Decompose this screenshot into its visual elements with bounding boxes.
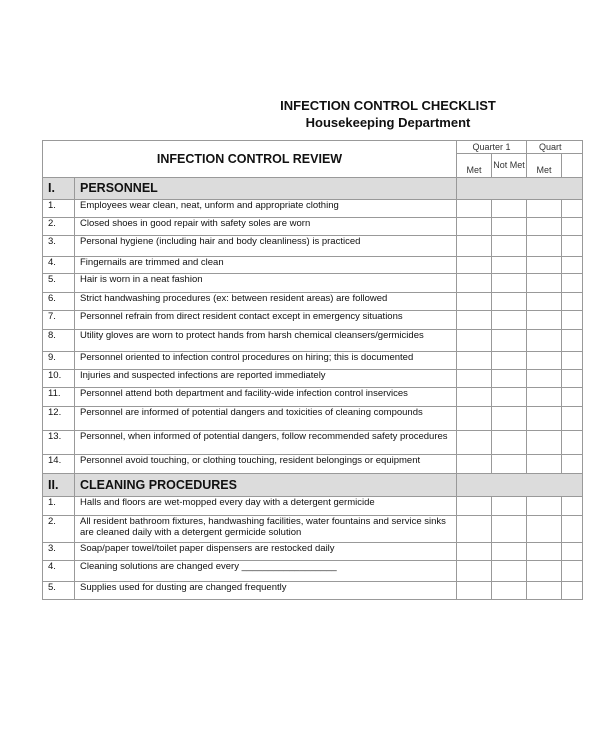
item-description: Personnel are informed of potential dangers and toxicities of cleaning compounds bbox=[75, 407, 457, 431]
q2-not-met-checkbox-cell[interactable] bbox=[562, 330, 583, 352]
checklist-table bbox=[42, 140, 583, 600]
q2-met-checkbox-cell[interactable] bbox=[527, 200, 562, 218]
q2-not-met-checkbox-cell[interactable] bbox=[562, 257, 583, 274]
checklist-row bbox=[43, 516, 583, 543]
item-description: Strict handwashing procedures (ex: between resident areas) are followed bbox=[75, 293, 457, 311]
q1-not-met-checkbox-cell[interactable] bbox=[492, 200, 527, 218]
item-description: Personnel oriented to infection control procedures on hiring; this is documented bbox=[75, 352, 457, 370]
q1-not-met-checkbox-cell[interactable] bbox=[492, 330, 527, 352]
document-heading bbox=[270, 97, 506, 131]
q1-met-checkbox-cell[interactable] bbox=[457, 311, 492, 330]
q2-met-checkbox-cell[interactable] bbox=[527, 257, 562, 274]
q1-not-met-checkbox-cell[interactable] bbox=[492, 431, 527, 455]
q2-met-checkbox-cell[interactable] bbox=[527, 330, 562, 352]
q1-not-met-checkbox-cell[interactable] bbox=[492, 257, 527, 274]
checklist-row bbox=[43, 407, 583, 431]
quarter-2-header: Quart bbox=[527, 141, 583, 154]
item-number: 13. bbox=[43, 431, 75, 455]
q2-met-checkbox-cell[interactable] bbox=[527, 218, 562, 236]
q1-not-met-checkbox-cell[interactable] bbox=[492, 388, 527, 407]
checklist-row bbox=[43, 455, 583, 474]
not-met-header: Not Met bbox=[492, 154, 527, 178]
item-description: Employees wear clean, neat, unform and appropriate clothing bbox=[75, 200, 457, 218]
item-description: Cleaning solutions are changed every __________________ bbox=[75, 561, 457, 582]
q1-not-met-checkbox-cell[interactable] bbox=[492, 370, 527, 388]
checklist-row bbox=[43, 370, 583, 388]
q2-met-checkbox-cell[interactable] bbox=[527, 352, 562, 370]
q2-not-met-checkbox-cell[interactable] bbox=[562, 582, 583, 600]
q2-not-met-checkbox-cell[interactable] bbox=[562, 236, 583, 257]
item-description: Fingernails are trimmed and clean bbox=[75, 257, 457, 274]
checklist-row bbox=[43, 200, 583, 218]
item-description: Halls and floors are wet-mopped every day with a detergent germicide bbox=[75, 497, 457, 516]
item-description: Personnel, when informed of potential dangers, follow recommended safety procedures bbox=[75, 431, 457, 455]
q1-met-checkbox-cell[interactable] bbox=[457, 274, 492, 293]
q1-met-checkbox-cell[interactable] bbox=[457, 293, 492, 311]
q1-not-met-checkbox-cell[interactable] bbox=[492, 236, 527, 257]
checklist-row bbox=[43, 388, 583, 407]
q1-not-met-checkbox-cell[interactable] bbox=[492, 274, 527, 293]
q2-not-met-checkbox-cell[interactable] bbox=[562, 561, 583, 582]
item-number: 5. bbox=[43, 274, 75, 293]
item-number: 4. bbox=[43, 561, 75, 582]
q2-not-met-checkbox-cell[interactable] bbox=[562, 200, 583, 218]
item-number: 5. bbox=[43, 582, 75, 600]
q2-met-checkbox-cell[interactable] bbox=[527, 561, 562, 582]
q2-not-met-checkbox-cell[interactable] bbox=[562, 311, 583, 330]
q2-met-checkbox-cell[interactable] bbox=[527, 388, 562, 407]
item-description: All resident bathroom fixtures, handwashing facilities, water fountains and service sinks are cleaned daily with a detergent germicide solution bbox=[75, 516, 457, 543]
item-description: Utility gloves are worn to protect hands from harsh chemical cleansers/germicides bbox=[75, 330, 457, 352]
item-number: 11. bbox=[43, 388, 75, 407]
q2-met-checkbox-cell[interactable] bbox=[527, 311, 562, 330]
q2-met-checkbox-cell[interactable] bbox=[527, 431, 562, 455]
q2-met-checkbox-cell[interactable] bbox=[527, 407, 562, 431]
q1-not-met-checkbox-cell[interactable] bbox=[492, 218, 527, 236]
q2-met-checkbox-cell[interactable] bbox=[527, 497, 562, 516]
met-header: Met bbox=[457, 154, 492, 178]
q2-met-checkbox-cell[interactable] bbox=[527, 516, 562, 543]
item-number: 4. bbox=[43, 257, 75, 274]
item-number: 3. bbox=[43, 236, 75, 257]
checklist-row bbox=[43, 497, 583, 516]
q1-met-checkbox-cell[interactable] bbox=[457, 218, 492, 236]
q2-not-met-checkbox-cell[interactable] bbox=[562, 388, 583, 407]
item-number: 12. bbox=[43, 407, 75, 431]
q2-not-met-checkbox-cell[interactable] bbox=[562, 407, 583, 431]
checklist-row bbox=[43, 218, 583, 236]
met-header: Met bbox=[527, 154, 562, 178]
item-description: Injuries and suspected infections are reported immediately bbox=[75, 370, 457, 388]
q1-not-met-checkbox-cell[interactable] bbox=[492, 293, 527, 311]
item-number: 7. bbox=[43, 311, 75, 330]
document-title: INFECTION CONTROL CHECKLIST bbox=[280, 98, 496, 113]
q1-not-met-checkbox-cell[interactable] bbox=[492, 311, 527, 330]
q2-not-met-checkbox-cell[interactable] bbox=[562, 218, 583, 236]
checklist-row bbox=[43, 431, 583, 455]
q1-met-checkbox-cell[interactable] bbox=[457, 236, 492, 257]
q1-met-checkbox-cell[interactable] bbox=[457, 407, 492, 431]
q2-not-met-checkbox-cell[interactable] bbox=[562, 455, 583, 474]
item-number: 1. bbox=[43, 497, 75, 516]
section-title: PERSONNEL bbox=[75, 178, 457, 200]
q2-met-checkbox-cell[interactable] bbox=[527, 370, 562, 388]
q1-met-checkbox-cell[interactable] bbox=[457, 352, 492, 370]
item-description: Closed shoes in good repair with safety soles are worn bbox=[75, 218, 457, 236]
q1-not-met-checkbox-cell[interactable] bbox=[492, 561, 527, 582]
review-header: INFECTION CONTROL REVIEW bbox=[43, 141, 457, 178]
q1-met-checkbox-cell[interactable] bbox=[457, 330, 492, 352]
quarter-1-header: Quarter 1 bbox=[457, 141, 527, 154]
q2-not-met-checkbox-cell[interactable] bbox=[562, 497, 583, 516]
q1-met-checkbox-cell[interactable] bbox=[457, 370, 492, 388]
item-number: 9. bbox=[43, 352, 75, 370]
item-description: Hair is worn in a neat fashion bbox=[75, 274, 457, 293]
q2-met-checkbox-cell[interactable] bbox=[527, 582, 562, 600]
item-description: Personnel refrain from direct resident contact except in emergency situations bbox=[75, 311, 457, 330]
item-description: Personnel attend both department and facility-wide infection control inservices bbox=[75, 388, 457, 407]
q2-met-checkbox-cell[interactable] bbox=[527, 543, 562, 561]
section-title: CLEANING PROCEDURES bbox=[75, 474, 457, 497]
q1-met-checkbox-cell[interactable] bbox=[457, 455, 492, 474]
item-description: Supplies used for dusting are changed frequently bbox=[75, 582, 457, 600]
document-subtitle: Housekeeping Department bbox=[305, 115, 471, 130]
item-number: 8. bbox=[43, 330, 75, 352]
q1-met-checkbox-cell[interactable] bbox=[457, 388, 492, 407]
q1-not-met-checkbox-cell[interactable] bbox=[492, 543, 527, 561]
item-number: 1. bbox=[43, 200, 75, 218]
q1-not-met-checkbox-cell[interactable] bbox=[492, 455, 527, 474]
checklist-row bbox=[43, 330, 583, 352]
q2-not-met-checkbox-cell[interactable] bbox=[562, 293, 583, 311]
q1-met-checkbox-cell[interactable] bbox=[457, 257, 492, 274]
q1-not-met-checkbox-cell[interactable] bbox=[492, 516, 527, 543]
q2-not-met-checkbox-cell[interactable] bbox=[562, 274, 583, 293]
q1-not-met-checkbox-cell[interactable] bbox=[492, 407, 527, 431]
section-numeral: II. bbox=[43, 474, 75, 497]
checklist-row bbox=[43, 274, 583, 293]
q2-met-checkbox-cell[interactable] bbox=[527, 236, 562, 257]
checklist-row bbox=[43, 352, 583, 370]
header-row-quarters bbox=[43, 141, 583, 154]
checklist-row bbox=[43, 561, 583, 582]
q1-not-met-checkbox-cell[interactable] bbox=[492, 582, 527, 600]
item-description: Personal hygiene (including hair and body cleanliness) is practiced bbox=[75, 236, 457, 257]
q1-met-checkbox-cell[interactable] bbox=[457, 561, 492, 582]
q1-not-met-checkbox-cell[interactable] bbox=[492, 352, 527, 370]
item-description: Personnel avoid touching, or clothing touching, resident belongings or equipment bbox=[75, 455, 457, 474]
q2-not-met-checkbox-cell[interactable] bbox=[562, 370, 583, 388]
item-number: 10. bbox=[43, 370, 75, 388]
q1-met-checkbox-cell[interactable] bbox=[457, 200, 492, 218]
q1-not-met-checkbox-cell[interactable] bbox=[492, 497, 527, 516]
q2-not-met-checkbox-cell[interactable] bbox=[562, 543, 583, 561]
item-number: 3. bbox=[43, 543, 75, 561]
item-number: 14. bbox=[43, 455, 75, 474]
checklist-row bbox=[43, 543, 583, 561]
q1-met-checkbox-cell[interactable] bbox=[457, 431, 492, 455]
q1-met-checkbox-cell[interactable] bbox=[457, 516, 492, 543]
section-header-row bbox=[43, 178, 583, 200]
q2-met-checkbox-cell[interactable] bbox=[527, 293, 562, 311]
item-description: Soap/paper towel/toilet paper dispensers are restocked daily bbox=[75, 543, 457, 561]
section-header-fill bbox=[457, 178, 583, 200]
q1-met-checkbox-cell[interactable] bbox=[457, 543, 492, 561]
checklist-row bbox=[43, 311, 583, 330]
not-met-header bbox=[562, 154, 583, 178]
section-header-fill bbox=[457, 474, 583, 497]
checklist-row bbox=[43, 257, 583, 274]
item-number: 6. bbox=[43, 293, 75, 311]
section-numeral: I. bbox=[43, 178, 75, 200]
q1-met-checkbox-cell[interactable] bbox=[457, 497, 492, 516]
checklist-row bbox=[43, 582, 583, 600]
q1-met-checkbox-cell[interactable] bbox=[457, 582, 492, 600]
q2-met-checkbox-cell[interactable] bbox=[527, 274, 562, 293]
section-header-row bbox=[43, 474, 583, 497]
q2-not-met-checkbox-cell[interactable] bbox=[562, 431, 583, 455]
item-number: 2. bbox=[43, 218, 75, 236]
q2-met-checkbox-cell[interactable] bbox=[527, 455, 562, 474]
q2-not-met-checkbox-cell[interactable] bbox=[562, 352, 583, 370]
item-number: 2. bbox=[43, 516, 75, 543]
checklist-row bbox=[43, 293, 583, 311]
q2-not-met-checkbox-cell[interactable] bbox=[562, 516, 583, 543]
checklist-row bbox=[43, 236, 583, 257]
